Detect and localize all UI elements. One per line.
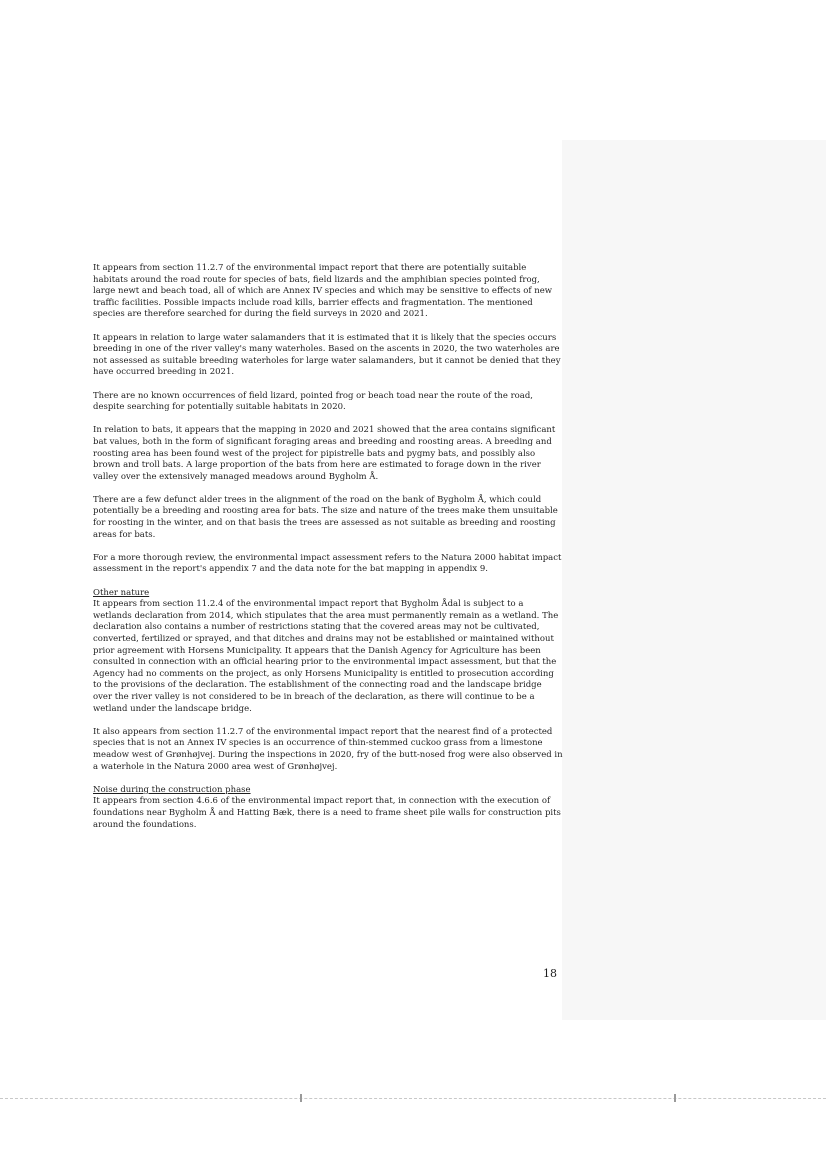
paragraph-lizard-frog-toad: There are no known occurrences of field lizard, pointed frog or beach toad near the route of the road, despite searching for potentially suitable habitats in 2020. (93, 390, 533, 413)
paragraph-sheet-pile-walls: It appears from section 4.6.6 of the environmental impact report that, in connection with the execution of foundations near Bygholm Å and Hatting Bæk, there is a need to frame sheet pile walls for construction pits around the foundations. (93, 796, 561, 830)
paragraph-alder-trees: There are a few defunct alder trees in the alignment of the road on the bank of Bygholm Å, which could potentially be a breeding and roosting area for bats. The size and nature of the trees make them unsuitable for roosting in the winter, and on that basis the trees are assessed as not suitable as breeding and roosting areas for bats. (93, 494, 558, 540)
paragraph-bats-mapping: In relation to bats, it appears that the mapping in 2020 and 2021 showed that the area contains significant bat values, both in the form of significant foraging areas and breeding and roosting areas. A breeding and roosting area has been found west of the project for pipistrelle bats and pygmy bats, and possibly also brown and troll bats. A large proportion of the bats from here are estimated to forage down in the river valley over the extensively managed meadows around Bygholm Å. (93, 425, 556, 482)
paragraph-protected-species: It also appears from section 11.2.7 of the environmental impact report that the nearest find of a protected species that is not an Annex IV species is an occurrence of thin-stemmed cuckoo grass from a limestone meadow west of Grønhøjvej. During the inspections in 2020, fry of the butt-nosed frog were also observed in a waterhole in the Natura 2000 area west of Grønhøjvej. (93, 726, 563, 772)
document-body (93, 263, 563, 843)
section-noise (93, 785, 563, 831)
paragraph-water-salamanders: It appears in relation to large water salamanders that it is estimated that it is likely that the species occurs breeding in one of the river valley's many waterholes. Based on the ascents in 2020, the two waterholes are not assessed as suitable breeding waterholes for large water salamanders, but it cannot be denied that they have occurred breeding in 2021. (93, 332, 561, 378)
paragraph-wetlands-declaration: It appears from section 11.2.4 of the environmental impact report that Bygholm Ådal is subject to a wetlands declaration from 2014, which stipulates that the area must permanently remain as a wetland. The declaration also contains a number of restrictions stating that the covered areas may not be cultivated, converted, fertilized or sprayed, and that ditches and drains may not be established or maintained without prior agreement with Horsens Municipality. It appears that the Danish Agency for Agriculture has been consulted in connection with an official hearing prior to the environmental impact assessment, but that the Agency had no comments on the project, as only Horsens Municipality is entitled to prosecution according to the provisions of the declaration. The establishment of the connecting road and the landscape bridge over the river valley is not considered to be in breach of the declaration, as there will continue to be a wetland under the landscape bridge. (93, 599, 559, 714)
scan-artifact-mark (674, 1094, 676, 1102)
heading-other-nature: Other nature (93, 587, 150, 598)
scan-artifact-mark (300, 1094, 302, 1102)
paragraph-appendix-reference: For a more thorough review, the environmental impact assessment refers to the Natura 2000 habitat impact assessment in the report's appendix 7 and the data note for the bat mapping in appendix 9. (93, 552, 562, 575)
page-number: 18 (543, 967, 557, 980)
section-other-nature (93, 588, 563, 716)
scan-artifact-line (0, 1098, 826, 1099)
paragraph-annex-iv-species: It appears from section 11.2.7 of the environmental impact report that there are potentially suitable habitats around the road route for species of bats, field lizards and the amphibian species pointed frog, large newt and beach toad, all of which are Annex IV species and which may be sensitive to effects of new traffic facilities. Possible impacts include road kills, barrier effects and fragmentation. The mentioned species are therefore searched for during the field surveys in 2020 and 2021. (93, 263, 553, 320)
heading-noise-construction: Noise during the construction phase (93, 784, 251, 795)
scan-margin-shade (562, 140, 826, 1020)
